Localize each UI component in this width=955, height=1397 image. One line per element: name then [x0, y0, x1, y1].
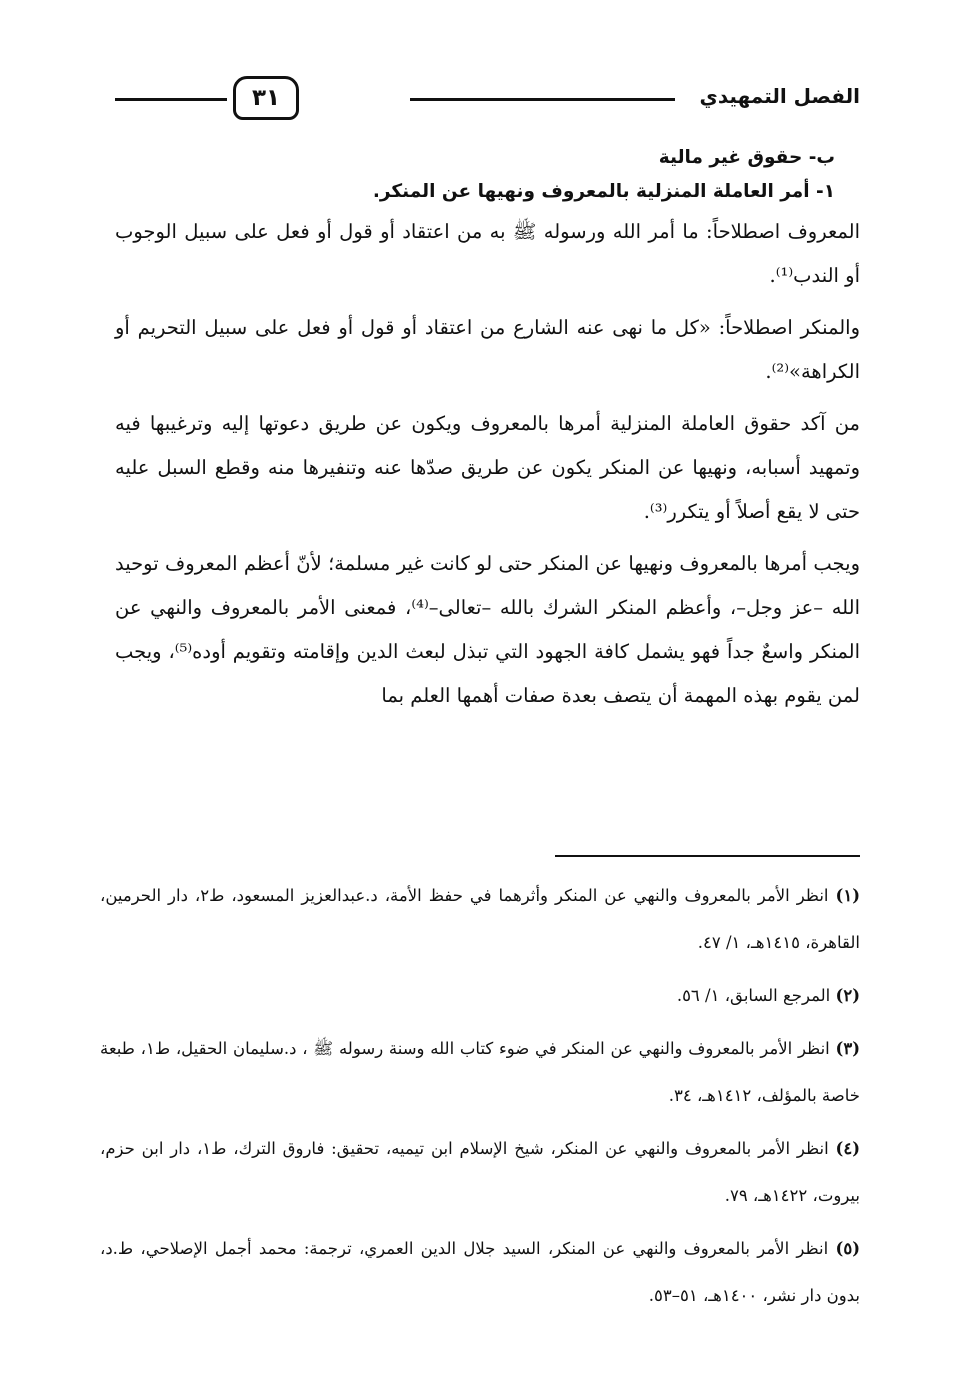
- footnote-text: انظر الأمر بالمعروف والنهي عن المنكر، السيد جلال الدين العمري، ترجمة: محمد أجمل الإصلاحي، ط.د، بدون دار نشر، ١٤٠٠هـ، ٥١–٥٣.: [100, 1239, 860, 1305]
- footnote-text: انظر الأمر بالمعروف والنهي عن المنكر في ضوء كتاب الله وسنة رسوله ﷺ ، د.سليمان الحقيل، ط١، طبعة خاصة بالمؤلف، ١٤١٢هـ، ٣٤.: [100, 1039, 860, 1105]
- paragraph-definition-maruf: المعروف اصطلاحاً: ما أمر الله ورسوله ﷺ به من اعتقاد أو قول أو فعل على سبيل الوجوب أو الندب⁽¹⁾.: [115, 220, 860, 287]
- paragraph-definition-munkar: والمنكر اصطلاحاً: «كل ما نهى عنه الشارع من اعتقاد أو قول أو فعل على سبيل التحريم أو الكراهة»⁽²⁾.: [115, 316, 860, 383]
- running-header: [115, 70, 860, 126]
- footnote: [100, 972, 860, 1019]
- chapter-title: الفصل التمهيدي: [699, 84, 860, 108]
- footnote-number: (٤): [835, 1139, 860, 1158]
- footnote-text: المرجع السابق، ١/ ٥٦.: [676, 986, 831, 1005]
- subsection-title: ١- أمر العاملة المنزلية بالمعروف ونهيها عن المنكر.: [372, 181, 835, 202]
- footnote-number: (٢): [835, 986, 860, 1005]
- footnote: [100, 1125, 860, 1219]
- paragraph-rights: من آكد حقوق العاملة المنزلية أمرها بالمعروف ويكون عن طريق دعوتها إليه وترغيبها فيه وتمهيد أسبابه، ونهيها عن المنكر يكون عن طريق صدّها عنه وتنفيرها منه وقطع السبل عليه حتى لا يقع أصلاً أو يتكرر⁽³⁾.: [115, 412, 860, 523]
- footnote-number: (١): [835, 886, 860, 905]
- footnote-number: (٣): [835, 1039, 861, 1058]
- section-title: ب- حقوق غير مالية: [658, 147, 835, 168]
- body-text: [115, 142, 860, 718]
- footnote-separator: [555, 855, 860, 857]
- header-rule-right: [410, 98, 675, 101]
- footnotes: [100, 872, 860, 1325]
- paragraph-obligation: ويجب أمرها بالمعروف ونهيها عن المنكر حتى لو كانت غير مسلمة؛ لأنّ أعظم المعروف توحيد الله –عز وجل–، وأعظم المنكر الشرك بالله –تعالى–⁽⁴⁾، فمعنى الأمر بالمعروف والنهي عن المنكر واسعٌ جداً فهو يشمل كافة الجهود التي تبذل لبعث الدين وإقامته وتقويم أوده⁽⁵⁾، ويجب لمن يقوم بهذه المهمة أن يتصف بعدة صفات أهمها العلم بما: [115, 552, 860, 707]
- footnote-text: انظر الأمر بالمعروف والنهي عن المنكر وأثرهما في حفظ الأمة، د.عبدالعزيز المسعود، ط٢، دار الحرمين، القاهرة، ١٤١٥هـ، ١/ ٤٧.: [100, 886, 860, 952]
- footnote-text: انظر الأمر بالمعروف والنهي عن المنكر، شيخ الإسلام ابن تيميه، تحقيق: فاروق الترك، ط١، دار ابن حزم، بيروت، ١٤٢٢هـ، ٧٩.: [100, 1139, 860, 1205]
- header-rule-left: [115, 98, 227, 101]
- footnote: [100, 872, 860, 966]
- footnote-number: (٥): [835, 1239, 860, 1258]
- footnote: [100, 1225, 860, 1319]
- page-number: ٣١: [233, 76, 299, 120]
- footnote: [100, 1025, 860, 1119]
